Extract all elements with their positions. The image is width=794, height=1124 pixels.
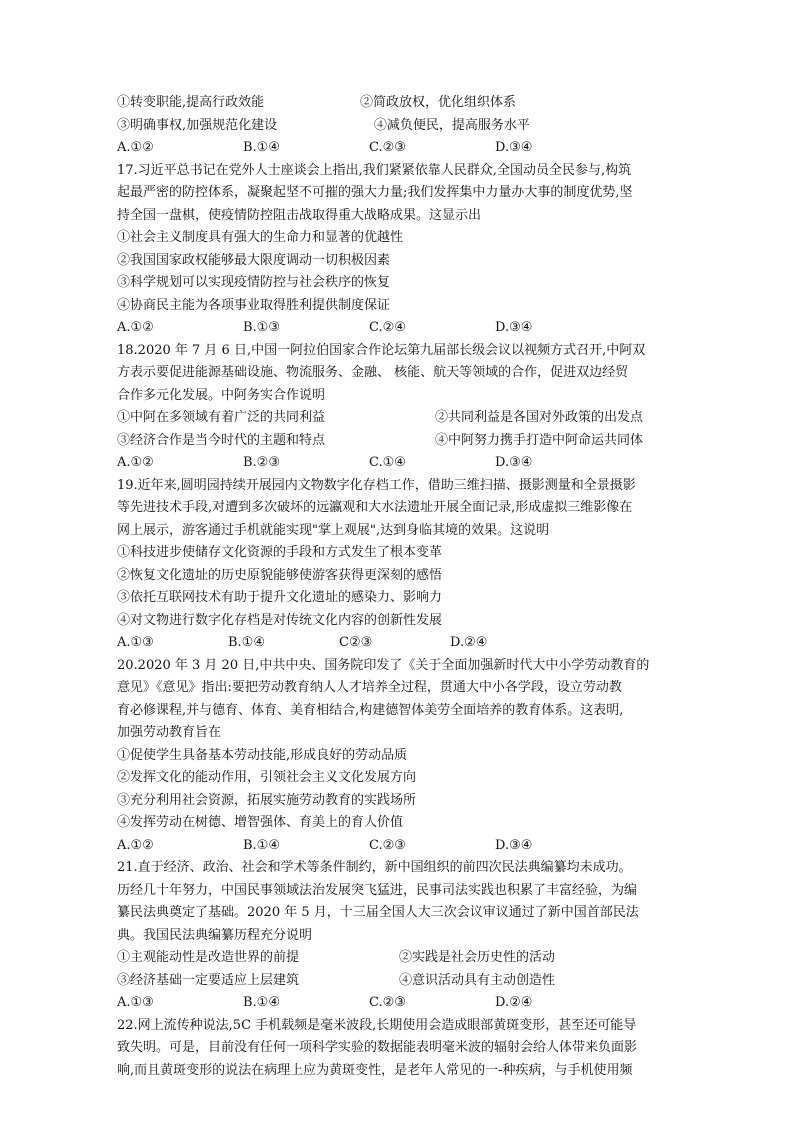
q16-choice-b: B.①④ (243, 140, 280, 155)
q18-option-1: ①中阿在多领域有着广泛的共同利益 (117, 410, 326, 425)
q19-choice-d: D.②④ (450, 635, 488, 650)
q18-stem-line-3: 合作多元化发展。中阿务实合作说明 (117, 387, 326, 403)
q21-option-4: ④意识活动具有主动创造性 (399, 972, 556, 988)
q17-stem-line-1: 17.习近平总书记在党外人士座谈会上指出,我们紧紧依靠人民群众,全国动员全民参与,构筑 (117, 162, 632, 178)
q20-option-3: ③充分利用社会资源，拓展实施劳动教育的实践场所 (117, 792, 417, 808)
q16-choice-a: A.①② (117, 140, 154, 155)
q19-option-4: ④对文物进行数字化存档是对传统文化内容的创新性发展 (117, 612, 443, 628)
q21-choice-c: C.②③ (369, 995, 406, 1010)
q16-option-3: ③明确事权,加强规范化建设 (117, 117, 278, 133)
q18-choices (117, 452, 683, 475)
q16-choices (117, 137, 683, 160)
q20-choice-c: C.②③ (369, 837, 406, 853)
q20-choices (117, 835, 683, 858)
q19-option-2: ②恢复文化遗址的历史原貌能够使游客获得更深刻的感悟 (117, 567, 443, 583)
q17-choices (117, 317, 683, 340)
q19-choice-b: B.①④ (228, 635, 265, 650)
q21-option-row-2 (117, 970, 683, 993)
exam-page (117, 92, 683, 1082)
q20-stem-line-1: 20.2020 年 3 月 20 日,中共中央、国务院印发了《关于全面加强新时代大中小学劳动教育的 (117, 657, 650, 673)
q17-option-4: ④协商民主能为各项事业取得胜利提供制度保证 (117, 297, 391, 313)
q16-option-1: ①转变职能,提高行政效能 (117, 95, 265, 110)
q21-choice-a: A.①③ (117, 995, 154, 1010)
q17-stem-line-2: 起最严密的防控体系，凝聚起坚不可摧的强大力量;我们发挥集中力量办大事的制度优势,坚 (117, 185, 633, 200)
q20-stem-line-3: 育必修课程,并与德育、体育、美育相结合,构建德智体美劳全面培养的教育体系。这表明, (117, 702, 624, 718)
q20-option-1: ①促使学生具备基本劳动技能,形成良好的劳动品质 (117, 747, 408, 763)
q21-choice-d: D.②④ (495, 995, 533, 1010)
q21-option-2: ②实践是社会历史性的活动 (399, 950, 556, 965)
q16-option-row-1 (117, 92, 683, 115)
q19-stem-line-3: 网上展示，游客通过手机就能实现"掌上观展",达到身临其境的效果。这说明 (117, 522, 550, 538)
q17-choice-b: B.①③ (243, 320, 280, 335)
q22-stem-line-2: 致失明。可是，目前没有任何一项科学实验的数据能表明毫米波的辐射会给人体带来负面影 (117, 1040, 638, 1055)
q20-option-2: ②发挥文化的能动作用，引领社会主义文化发展方向 (117, 770, 417, 785)
q20-choice-a: A.①② (117, 837, 154, 853)
q16-option-2: ②简政放权，优化组织体系 (360, 95, 517, 110)
q17-choice-c: C.②④ (369, 320, 406, 335)
q18-option-3: ③经济合作是当今时代的主题和特点 (117, 432, 326, 448)
q21-stem-line-1: 21.直于经济、政治、社会和学术等条件制约，新中国组织的前四次民法典编纂均未成功。 (117, 860, 632, 875)
q16-option-row-2 (117, 115, 683, 138)
q18-option-row-1 (117, 407, 683, 430)
q20-option-4: ④发挥劳动在树德、增智强体、育美上的育人价值 (117, 815, 404, 830)
q20-choice-b: B.①④ (243, 837, 280, 853)
q18-stem-line-2: 方表示要促进能源基础设施、物流服务、金融、 核能、航天等领域的合作，促进双边经贸 (117, 365, 629, 380)
q21-choice-b: B.①④ (243, 995, 280, 1010)
q21-stem-line-2: 历经几十年努力，中国民事领域法治发展突飞猛进，民事司法实践也积累了丰富经验，为编 (117, 882, 638, 898)
q19-option-3: ③依托互联网技术有助于提升文化遗址的感染力、影响力 (117, 590, 443, 605)
q21-choices (117, 992, 683, 1015)
q16-option-4: ④减负便民，提高服务水平 (373, 117, 530, 133)
q20-stem-line-2: 意见》《意见》指出:要把劳动教育纳人人才培养全过程，贯通大中小各学段，设立劳动教 (117, 680, 622, 695)
q18-choice-b: B.②③ (243, 455, 280, 470)
q21-option-3: ③经济基础一定要适应上层建筑 (117, 972, 300, 988)
q18-option-4: ④中阿努力携手打造中阿命运共同体 (435, 432, 644, 448)
q17-choice-a: A.①② (117, 320, 154, 335)
q21-stem-line-3: 纂民法典奠定了基础。2020 年 5 月，十三届全国人大三次会议审议通过了新中国首部民法 (117, 905, 639, 920)
q21-option-1: ①主观能动性是改造世界的前提 (117, 950, 300, 965)
q17-option-1: ①社会主义制度具有强大的生命力和显著的优越性 (117, 230, 404, 245)
q18-stem-line-1: 18.2020 年 7 月 6 日,中国一阿拉伯国家合作论坛第九届部长级会议以视频方式召开,中阿双 (117, 342, 646, 358)
q18-option-2: ②共同利益是各国对外政策的出发点 (435, 410, 644, 425)
q18-option-row-2 (117, 430, 683, 453)
q17-choice-d: D.③④ (495, 320, 533, 335)
q16-choice-c: C.②③ (369, 140, 406, 155)
q16-choice-d: D.③④ (495, 140, 533, 155)
q22-stem-line-3: 响,而且黄斑变形的说法在病理上应为黄斑变性，是老年人常见的一-种疾病，与手机使用频 (117, 1062, 633, 1078)
q18-choice-c: C.①④ (369, 455, 406, 470)
q21-stem-line-4: 典。我国民法典编纂历程充分说明 (117, 927, 313, 943)
q19-choices (117, 632, 683, 655)
q19-stem-line-2: 等先进技术手段,对遭到多次破坏的远瀛观和大水法遗址开展全面记录,形成虚拟三维影像在 (117, 500, 633, 515)
q19-choice-a: A.①③ (117, 635, 154, 650)
q19-choice-c: C②③ (339, 635, 373, 650)
q17-option-2: ②我国国家政权能够最大限度调动一切积极因素 (117, 252, 391, 268)
q19-stem-line-1: 19.近年来,圆明园持续开展园内文物数字化存档工作，借助三维扫描、摄影测量和全景摄影 (117, 477, 636, 493)
q20-choice-d: D.③④ (495, 837, 533, 853)
q17-stem-line-3: 持全国一盘棋，使疫情防控阻击战取得重大战略成果。这显示出 (117, 207, 482, 223)
q22-stem-line-1: 22.网上流传种说法,5C 手机载频是毫米波段,长期使用会造成眼部黄斑变形，甚至还可能导 (117, 1017, 637, 1033)
q20-stem-line-4: 加强劳动教育旨在 (117, 725, 222, 740)
q18-choice-d: D.③④ (495, 455, 533, 470)
q21-option-row-1 (117, 947, 683, 970)
q18-choice-a: A.①② (117, 455, 154, 470)
q19-option-1: ①科技进步使储存文化资源的手段和方式发生了根本变革 (117, 545, 443, 560)
q17-option-3: ③科学规划可以实现疫情防控与社会秩序的恢复 (117, 275, 391, 290)
